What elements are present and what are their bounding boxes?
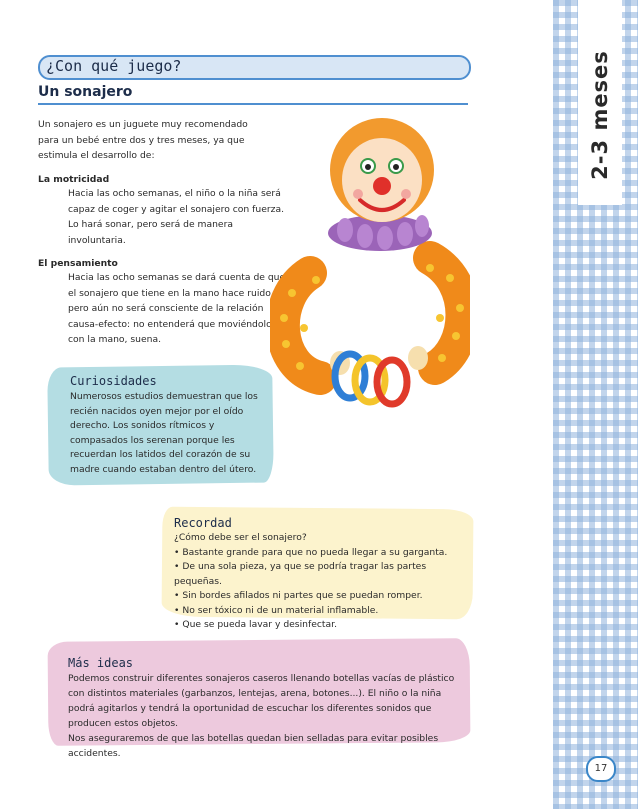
recordad-line: ¿Cómo debe ser el sonajero? [174, 532, 307, 543]
clown-rattle-illustration [270, 108, 470, 408]
mas-ideas-title: Más ideas [68, 656, 134, 670]
recordad-line: • Sin bordes afilados ni partes que se puedan romper. [174, 590, 423, 601]
subtitle-rule [38, 103, 468, 105]
clown-nose [373, 177, 391, 195]
mas-ideas-paragraph: Podemos construir diferentes sonajeros caseros llenando botellas vacías de plástico con distintos materiales (garbanzos, lentejas, arena, botones...). El niño o la niña podrá agitarlos y tendrá la oportunidad de escuchar los diferentes sonidos que producen estos objetos. [68, 673, 455, 729]
mas-ideas-paragraph: Nos aseguraremos de que las botellas quedan bien selladas para evitar posibles accidentes. [68, 733, 439, 759]
section-subtitle: Un sonajero [38, 84, 133, 100]
motor-paragraph: Hacia las ocho semanas, el niño o la niña será capaz de coger y agitar el sonajero con fuerza. Lo hará sonar, pero será de manera involuntaria. [68, 188, 285, 246]
recordad-line: • Bastante grande para que no pueda llegar a su garganta. [174, 546, 448, 558]
curiosidades-title: Curiosidades [70, 374, 157, 388]
recordad-line: • De una sola pieza, ya que se podría tragar las partes pequeñas. [174, 561, 427, 587]
page-title: ¿Con qué juego? [46, 57, 182, 75]
thought-paragraph: Hacia las ocho semanas se dará cuenta de que el sonajero que tiene en la mano hace ruido, pero aún no será consciente de la relación causa-efecto: no entenderá que moviéndolo con la mano, suena. [68, 272, 286, 345]
curiosidades-text: Numerosos estudios demuestran que los recién nacidos oyen mejor por el oído derecho. Los sonidos rítmicos y compasados los serenan porque les recuerdan los latidos del corazón de su madre cuando estaban dentro del útero. [70, 391, 258, 475]
motor-heading: La motricidad [38, 174, 110, 185]
thought-heading: El pensamiento [38, 258, 118, 269]
bead-right [408, 346, 428, 370]
mas-ideas-text [68, 671, 463, 761]
intro-paragraph: Un sonajero es un juguete muy recomendado para un bebé entre dos y tres meses, ya que estimula el desarrollo de: [38, 119, 248, 161]
age-label: 2-3 meses [588, 50, 612, 180]
recordad-title: Recordad [174, 516, 232, 530]
page-number: 17 [586, 756, 616, 782]
rattle-arm-right [430, 258, 463, 368]
recordad-line: • Que se pueda lavar y desinfectar. [174, 619, 337, 630]
recordad-line: • No ser tóxico ni de un material inflamable. [174, 604, 379, 616]
recordad-list [174, 531, 466, 633]
